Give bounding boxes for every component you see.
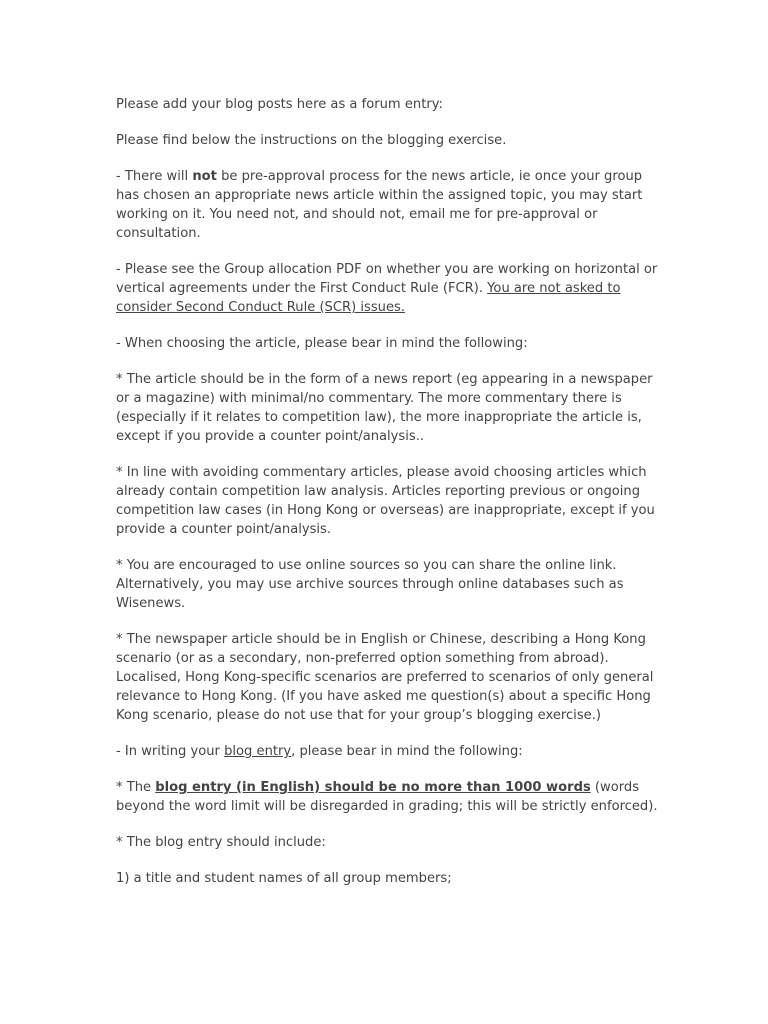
news-report-paragraph: * The article should be in the form of a news report (eg appearing in a newspaper or a magazine) with minimal/no commentary. The more commentary there is (especially if it relates to competition law), the more inappropriate the article is, except if you provide a counter point/analysis.. — [116, 372, 653, 444]
allocation-text: - Please see the Group allocation PDF on whether you are working on horizontal or vertical agreements under the First Conduct Rule (FCR). — [116, 262, 658, 296]
allocation-scr-note: You are not asked to consider Second Conduct Rule (SCR) issues. — [116, 281, 621, 315]
writing-paragraph — [116, 742, 661, 761]
preapproval-paragraph — [116, 167, 661, 243]
preapproval-text-end: be pre-approval process for the news article, ie once your group has chosen an appropriate news article within the assigned topic, you may start working on it. You need not, and should not, email me for pre-approval or consultation. — [116, 169, 643, 241]
choosing-paragraph: - When choosing the article, please bear in mind the following: — [116, 336, 528, 351]
writing-text-end: , please bear in mind the following: — [291, 744, 523, 759]
word-limit-paragraph — [116, 778, 661, 816]
word-limit-text-start: * The — [116, 780, 156, 795]
intro-paragraph: Please add your blog posts here as a forum entry: — [116, 97, 443, 112]
word-limit-emphasis: blog entry (in English) should be no more than 1000 words — [155, 780, 591, 795]
include-paragraph: * The blog entry should include: — [116, 835, 326, 850]
commentary-paragraph: * In line with avoiding commentary articles, please avoid choosing articles which already contain competition law analysis. Articles reporting previous or ongoing competition law cases (in Hong Kong or overseas) are inappropriate, except if you provide a counter point/analysis. — [116, 465, 655, 537]
preapproval-text-start: - There will — [116, 169, 193, 184]
online-sources-paragraph: * You are encouraged to use online sources so you can share the online link. Alternatively, you may use archive sources through online databases such as Wisenews. — [116, 558, 624, 611]
allocation-paragraph — [116, 260, 661, 317]
blog-entry-link: blog entry — [224, 744, 292, 759]
list-item-1: 1) a title and student names of all group members; — [116, 871, 452, 886]
word-limit-text-end: (words beyond the word limit will be disregarded in grading; this will be strictly enforced). — [116, 780, 658, 814]
writing-text-start: - In writing your — [116, 744, 225, 759]
language-paragraph: * The newspaper article should be in English or Chinese, describing a Hong Kong scenario (or as a secondary, non-preferred option something from abroad). Localised, Hong Kong-specific scenarios are preferred to scenarios of only general relevance to Hong Kong. (If you have asked me question(s) about a specific Hong Kong scenario, please do not use that for your group’s blogging exercise.) — [116, 632, 654, 723]
instructions-paragraph: Please find below the instructions on the blogging exercise. — [116, 133, 507, 148]
preapproval-bold-not: not — [192, 169, 217, 184]
document-body — [116, 95, 661, 905]
